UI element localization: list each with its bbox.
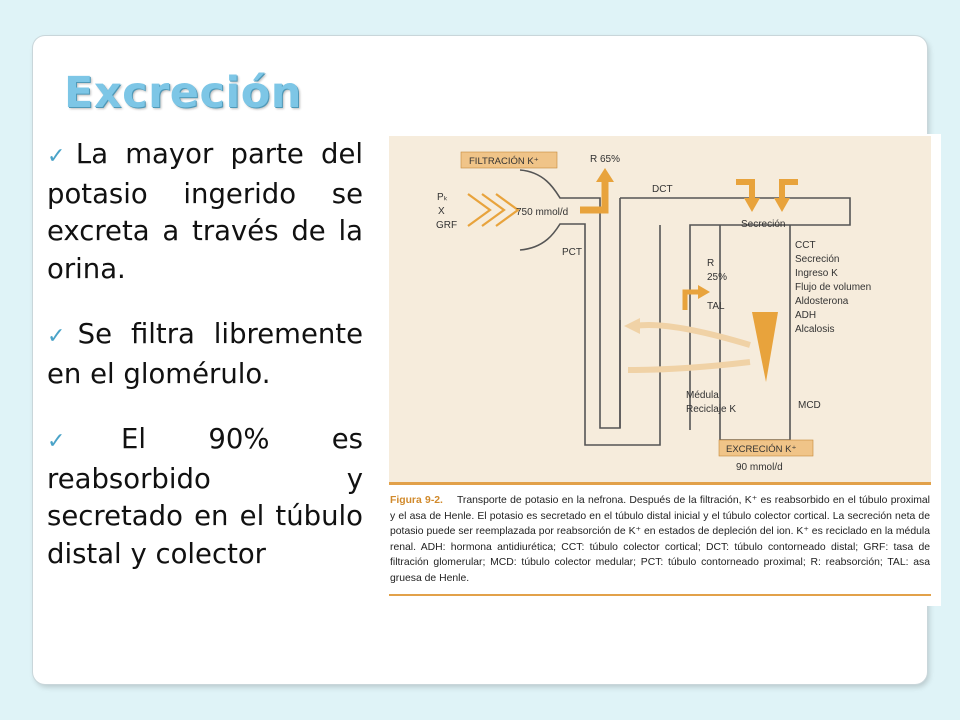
collecting-duct-arrow-icon — [752, 312, 778, 382]
caption-text: Transporte de potasio en la nefrona. Después de la filtración, K⁺ es reabsorbido en el túbulo proximal y el asa de Henle. El potasio es secretado en el túbulo distal inicial y el túbulo colector cortical. La secreción neta de potasio puede ser reemplazada por reabsorción de K⁺ en estados de depleción del ion. K⁺ es reciclado en la médula renal. ADH: hormona antidiurética; CCT: túbulo colector cortical; DCT: túbulo contorneado distal; GRF: tasa de filtración glomerular; MCD: túbulo colector medular; PCT: túbulo contorneado proximal; R: reabsorción; TAL: asa gruesa de Henle. — [390, 495, 930, 584]
x-label: X — [438, 206, 445, 217]
filtracion-label: FILTRACIÓN K⁺ — [469, 156, 539, 167]
grf-label: GRF — [436, 220, 458, 231]
r25-label-a: R — [707, 258, 715, 269]
cct-item: Flujo de volumen — [795, 282, 872, 293]
r25-arrow-icon — [685, 292, 700, 310]
caption-label: Figura 9-2. — [390, 495, 443, 506]
cct-item: CCT — [795, 240, 816, 251]
pk-label: Pₖ — [437, 192, 448, 203]
r65-arrow-icon — [580, 180, 605, 210]
flow-750-label: 750 mmol/d — [516, 207, 569, 218]
dct-label: DCT — [652, 184, 673, 195]
reciclaje-label: Reciclaje K — [686, 404, 737, 415]
secrecion-label: Secreción — [741, 219, 786, 230]
r25-arrowhead-icon — [698, 285, 710, 299]
cct-item: ADH — [795, 310, 817, 321]
checkmark-icon: ✓ — [47, 324, 76, 349]
flow-90-label: 90 mmol/d — [736, 462, 783, 473]
excrecion-label: EXCRECIÓN K⁺ — [726, 444, 797, 455]
r25-label-b: 25% — [707, 272, 728, 283]
figure-bottom-rule — [389, 594, 931, 596]
cct-item: Aldosterona — [795, 296, 849, 307]
cct-item: Secreción — [795, 254, 840, 265]
mcd-label: MCD — [798, 400, 821, 411]
secrecion-arrowhead-icon — [774, 198, 790, 212]
tal-label: TAL — [707, 301, 725, 312]
reciclaje-arrow-icon — [635, 325, 750, 345]
r65-arrowhead-icon — [596, 168, 614, 182]
medula-label: Médula — [686, 390, 719, 401]
r65-label: R 65% — [590, 154, 621, 165]
bullet-text: La mayor parte del potasio ingerido se excreta a través de la orina. — [47, 138, 364, 285]
checkmark-icon: ✓ — [47, 429, 119, 454]
pct-label: PCT — [562, 247, 582, 258]
secrecion-arrowhead-icon — [744, 198, 760, 212]
figure-caption — [390, 493, 930, 586]
bullet-text: El 90% es reabsorbido y secretado en el túbulo distal y colector — [47, 423, 363, 570]
bullet-text: Se filtra libremente en el glomérulo. — [47, 318, 363, 390]
filtration-chevrons — [468, 194, 518, 226]
cct-item: Ingreso K — [795, 268, 838, 279]
figure-rule — [389, 482, 931, 485]
checkmark-icon: ✓ — [47, 144, 74, 169]
reciclaje-arrowhead-icon — [624, 318, 640, 334]
reciclaje-arrow-icon — [628, 362, 750, 370]
cct-item: Alcalosis — [795, 324, 835, 335]
slide-title: Excreción — [64, 68, 302, 118]
